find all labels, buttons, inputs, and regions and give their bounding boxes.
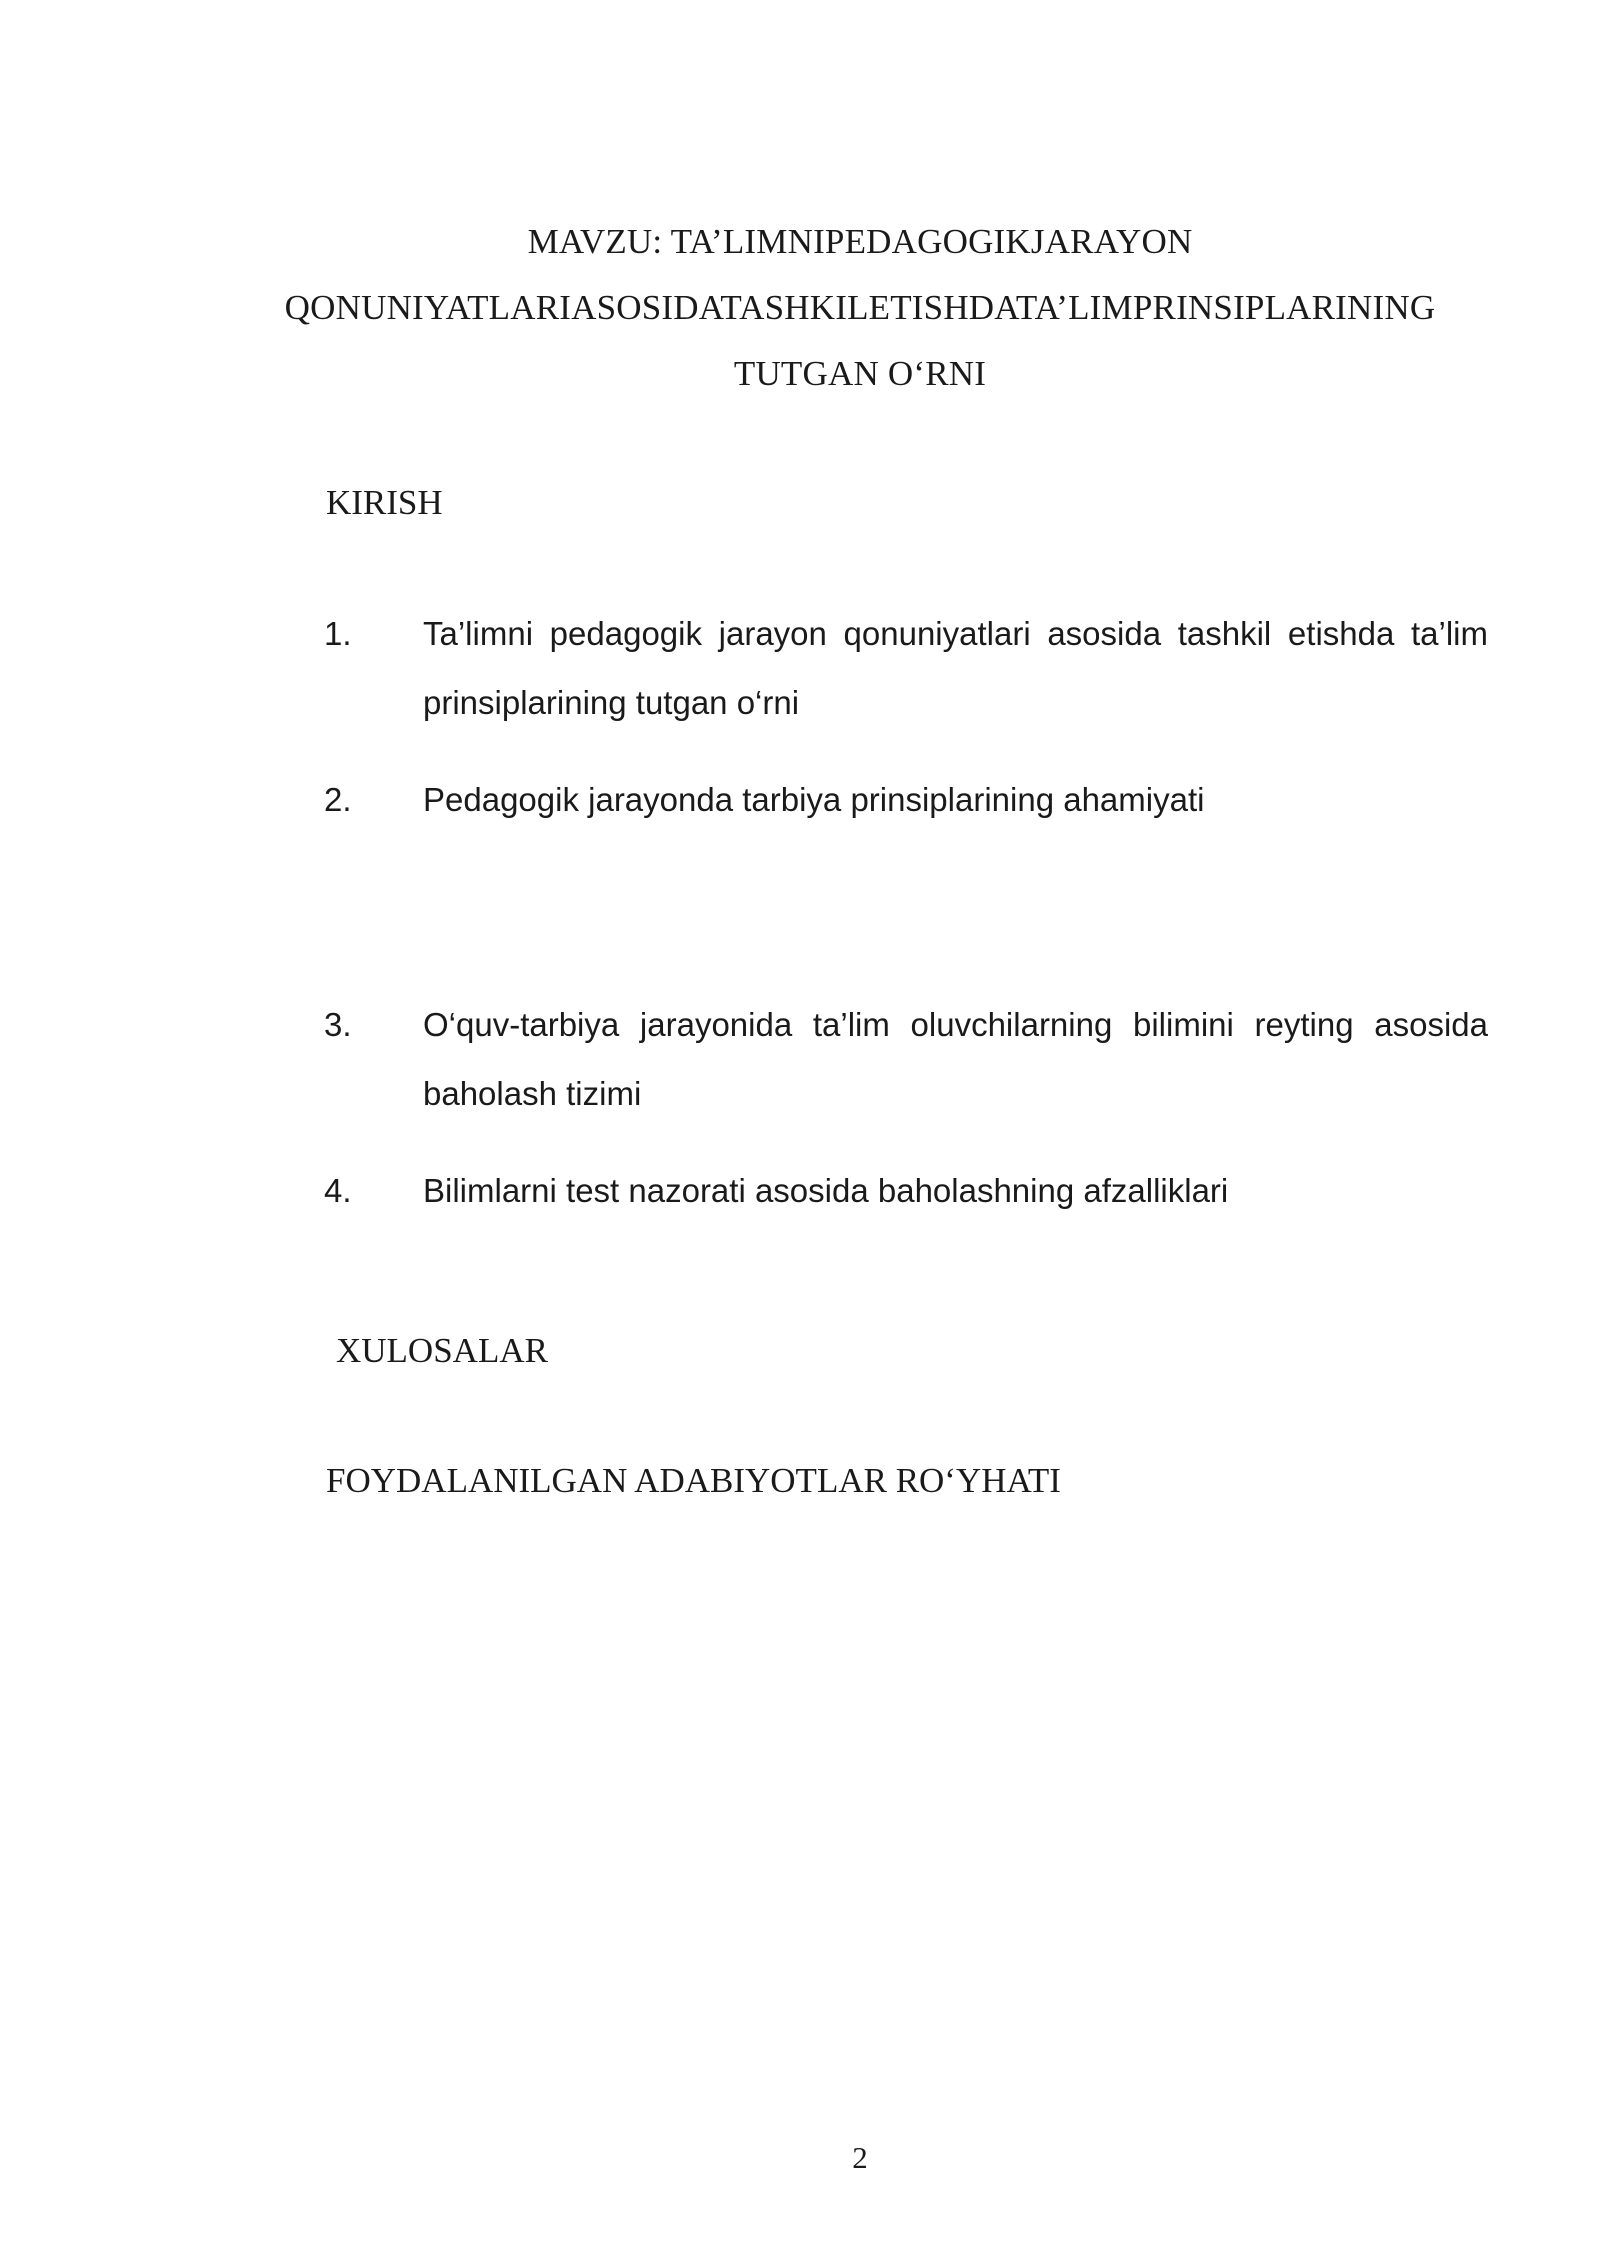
list-item-text: O‘quv-tarbiya jarayonida ta’lim oluvchilarning bilimini reyting asosida baholash tizimi	[423, 1006, 1488, 1112]
conclusion-heading: XULOSALAR	[336, 1331, 548, 1370]
list-item-number: 2.	[324, 781, 352, 818]
list-item	[324, 765, 1490, 834]
list-item-number: 1.	[324, 615, 352, 652]
list-item-text: Bilimlarni test nazorati asosida baholashning afzalliklari	[423, 1172, 1229, 1209]
list-item-number: 3.	[324, 1006, 352, 1043]
title-line-1: MAVZU: TA’LIMNIPEDAGOGIKJARAYON	[527, 222, 1193, 261]
list-item	[324, 1156, 1490, 1225]
list-item-text: Ta’limni pedagogik jarayon qonuniyatlari asosida tashkil etishda ta’lim prinsiplarining tutgan o‘rni	[423, 615, 1488, 721]
list-item	[324, 599, 1490, 737]
references-heading: FOYDALANILGAN ADABIYOTLAR RO‘YHATI	[326, 1461, 1061, 1500]
page-number: 2	[852, 2140, 868, 2175]
title-line-2: QONUNIYATLARIASOSIDATASHKILETISHDATA’LIMPRINSIPLARINING	[284, 288, 1436, 327]
intro-heading: KIRISH	[326, 483, 443, 522]
title-line-3: TUTGAN O‘RNI	[733, 354, 987, 393]
list-item-number: 4.	[324, 1172, 352, 1209]
list-item	[324, 990, 1490, 1128]
list-item-text: Pedagogik jarayonda tarbiya prinsiplarining ahamiyati	[423, 781, 1205, 818]
